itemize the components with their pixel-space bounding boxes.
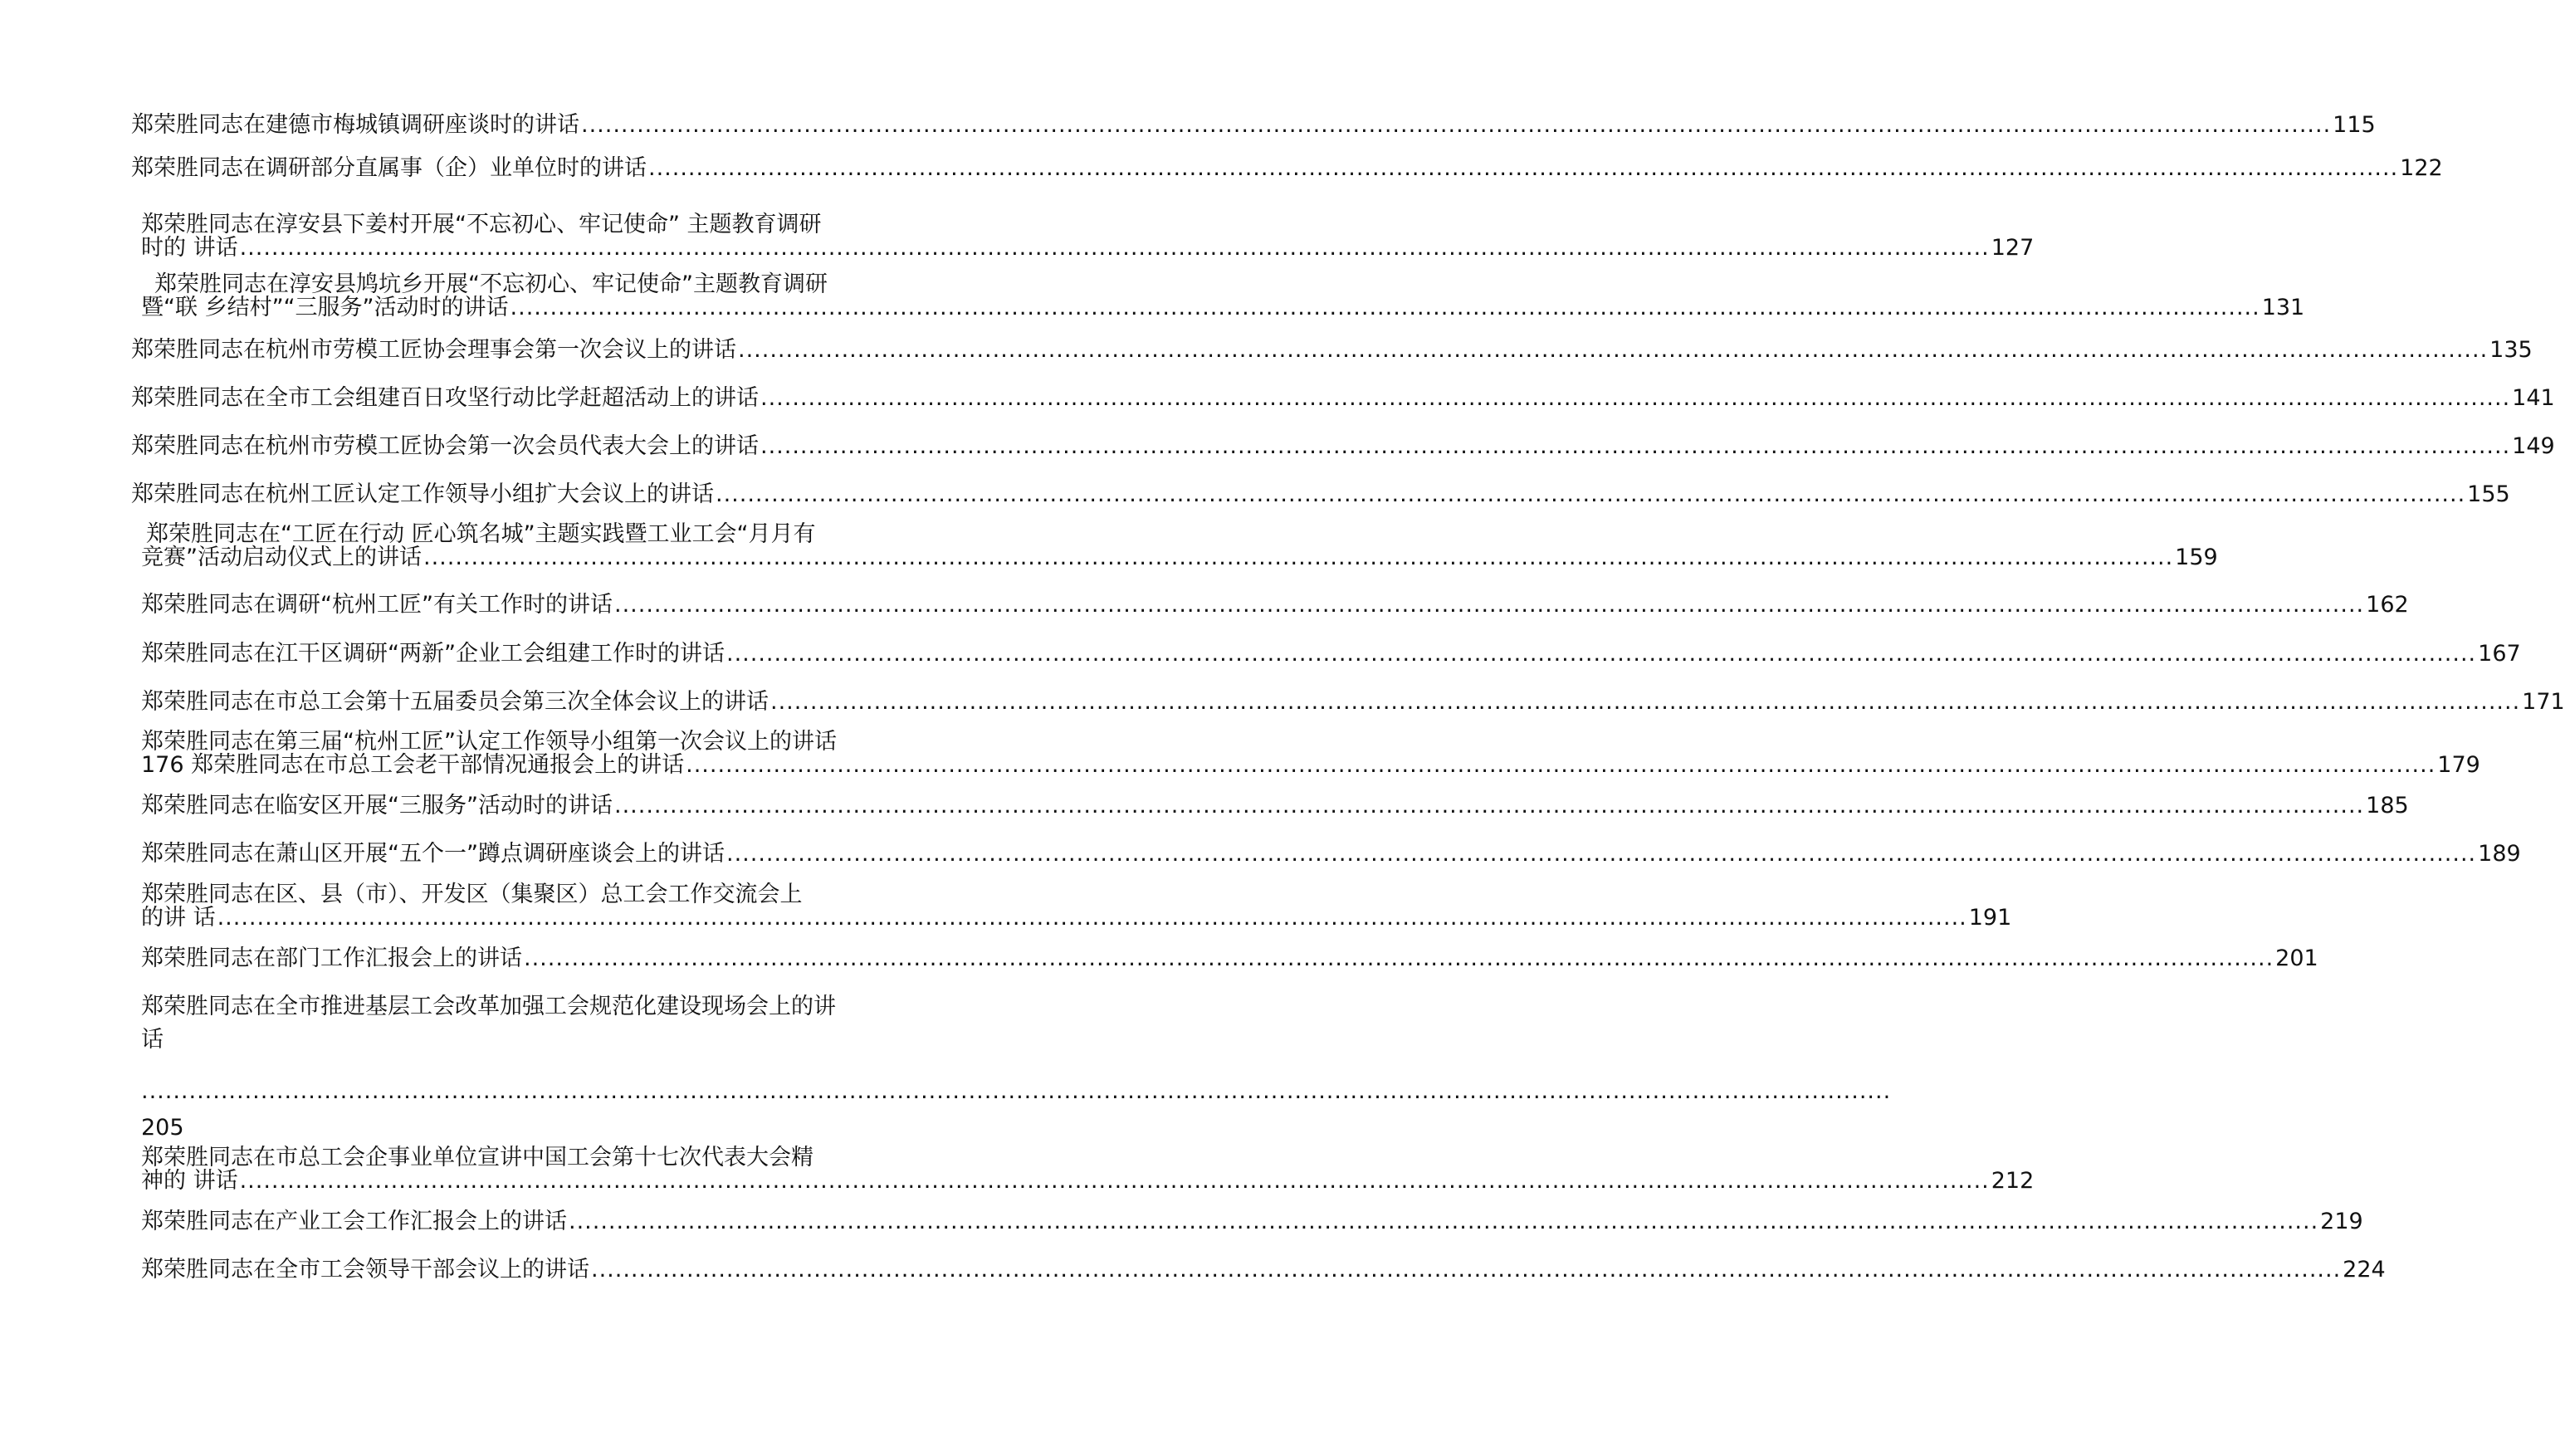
toc-entry-page: 191 (1968, 905, 2012, 931)
toc-entry (131, 154, 2443, 183)
toc-entry-page: 189 (2478, 841, 2521, 867)
toc-entry-page: 127 (1991, 235, 2035, 261)
leader-dots (760, 384, 2510, 413)
toc-entry-page: 219 (2320, 1209, 2363, 1234)
toc-entry-continued (141, 235, 2035, 261)
toc-entry-page: 135 (2489, 337, 2533, 363)
leader-dots (423, 545, 2173, 570)
toc-entry-title: 郑荣胜同志在萧山区开展“五个一”蹲点调研座谈会上的讲话 (141, 841, 725, 867)
toc-entry-page: 179 (2437, 752, 2480, 778)
leader-dots (581, 111, 2331, 139)
toc-entry-title: 郑荣胜同志在杭州工匠认定工作领导小组扩大会议上的讲话 (131, 481, 714, 507)
toc-entry-continued (141, 905, 2012, 931)
toc-entry-title: 竞赛”活动启动仪式上的讲话 (141, 545, 422, 570)
toc-entry-page: 224 (2343, 1257, 2386, 1283)
toc-entry-title: 郑荣胜同志在杭州市劳模工匠协会第一次会员代表大会上的讲话 (131, 433, 759, 459)
toc-entry-page: 115 (2333, 112, 2376, 138)
toc-entry-title: 郑荣胜同志在区、县（市）、开发区（集聚区）总工会工作交流会上 (141, 882, 803, 907)
toc-entry (141, 945, 2318, 973)
leader-dots (726, 840, 2476, 868)
toc-entry (141, 591, 2409, 619)
toc-entry-title: 话 (141, 1027, 164, 1053)
toc-entry-title: 郑荣胜同志在产业工会工作汇报会上的讲话 (141, 1209, 567, 1234)
toc-entry (131, 481, 2510, 509)
leader-dots: ............................................................................................................................................................................................................................ (141, 1078, 1892, 1104)
leader-dots (569, 1208, 2318, 1236)
toc-entry-page: 149 (2512, 433, 2555, 459)
toc-entry-page: 131 (2261, 295, 2305, 320)
toc-entry-title: 郑荣胜同志在部门工作汇报会上的讲话 (141, 945, 522, 971)
toc-entry-title: 郑荣胜同志在调研部分直属事（企）业单位时的讲话 (131, 155, 647, 181)
toc-entry-page: 185 (2366, 793, 2409, 818)
toc-entry-title: 神的 讲话 (141, 1168, 238, 1194)
toc-entry-continued (141, 545, 2218, 570)
toc-entry-page: 171 (2522, 689, 2565, 715)
toc-entry-title: 郑荣胜同志在建德市梅城镇调研座谈时的讲话 (131, 112, 579, 138)
leader-dots (686, 753, 2436, 778)
toc-entry-title: 郑荣胜同志在“工匠在行动 匠心筑名城”主题实践暨工业工会“月月有 (146, 521, 816, 547)
toc-entry (131, 111, 2376, 139)
toc-entry-title: 郑荣胜同志在江干区调研“两新”企业工会组建工作时的讲话 (141, 641, 725, 667)
leader-dots (217, 906, 1967, 931)
toc-entry-title: 郑荣胜同志在全市推进基层工会改革加强工会规范化建设现场会上的讲 (141, 994, 836, 1019)
toc-entry (141, 1256, 2386, 1284)
toc-entry-continued (141, 295, 2305, 320)
toc-entry-title: 的讲 话 (141, 905, 216, 931)
toc-entry-title: 郑荣胜同志在临安区开展“三服务”活动时的讲话 (141, 793, 613, 818)
toc-entry (141, 213, 893, 237)
leader-dots (760, 432, 2510, 461)
toc-entry-page: 122 (2400, 155, 2443, 181)
toc-entry-page: 167 (2478, 641, 2521, 667)
toc-entry (141, 640, 2521, 668)
toc-entry (141, 730, 893, 755)
toc-entry-title: 暨“联 乡结村”“三服务”活动时的讲话 (141, 295, 509, 320)
toc-entry (141, 792, 2409, 820)
toc-entry-page: 205 (141, 1115, 184, 1141)
toc-entry (131, 336, 2533, 364)
leader-dots (591, 1256, 2341, 1284)
leader-dots (770, 688, 2520, 716)
toc-entry-title: 郑荣胜同志在第三届“杭州工匠”认定工作领导小组第一次会议上的讲话 (141, 729, 837, 755)
toc-entry-title: 郑荣胜同志在淳安县鸠坑乡开展“不忘初心、牢记使命”主题教育调研 (154, 271, 828, 297)
toc-entry-title: 郑荣胜同志在淳安县下姜村开展“不忘初心、牢记使命” 主题教育调研 (141, 212, 822, 237)
toc-entry-title: 郑荣胜同志在全市工会组建百日攻坚行动比学赶超活动上的讲话 (131, 385, 759, 411)
leader-dots (614, 591, 2364, 619)
toc-entry-title: 时的 讲话 (141, 235, 238, 261)
toc-entry-page: 155 (2467, 481, 2510, 507)
toc-entry (141, 1208, 2363, 1236)
toc-entry-continued (141, 1168, 2035, 1194)
toc-entry-page: 201 (2275, 945, 2318, 971)
toc-entry (141, 840, 2521, 868)
toc-entry (131, 384, 2555, 413)
toc-entry (154, 272, 893, 297)
toc-entry (141, 688, 2565, 716)
toc-entry (141, 882, 893, 907)
leader-dots (648, 154, 2398, 183)
leader-dots (240, 236, 1990, 261)
toc-entry-title: 176 郑荣胜同志在市总工会老干部情况通报会上的讲话 (141, 752, 685, 778)
toc-entry-continued (141, 752, 2480, 778)
toc-entry-title: 郑荣胜同志在市总工会第十五届委员会第三次全体会议上的讲话 (141, 689, 769, 715)
leader-dots (738, 336, 2488, 364)
toc-entry-page: 212 (1991, 1168, 2035, 1194)
toc-entry (146, 522, 893, 547)
toc-entry-page: 141 (2512, 385, 2555, 411)
toc-entry-title: 郑荣胜同志在杭州市劳模工匠协会理事会第一次会议上的讲话 (131, 337, 736, 363)
leader-dots (240, 1169, 1990, 1194)
toc-entry-title: 郑荣胜同志在调研“杭州工匠”有关工作时的讲话 (141, 592, 613, 618)
toc-entry (131, 432, 2555, 461)
toc-entry (141, 1146, 893, 1170)
toc-entry-page: 159 (2175, 545, 2218, 570)
leader-dots (524, 945, 2274, 973)
leader-dots (726, 640, 2476, 668)
leader-dots (511, 296, 2260, 320)
toc-entry-title: 郑荣胜同志在市总工会企事业单位宣讲中国工会第十七次代表大会精 (141, 1145, 813, 1170)
leader-dots (614, 792, 2364, 820)
toc-entry-page: 162 (2366, 592, 2409, 618)
leader-dots (716, 481, 2465, 509)
toc-entry-title: 郑荣胜同志在全市工会领导干部会议上的讲话 (141, 1257, 589, 1283)
